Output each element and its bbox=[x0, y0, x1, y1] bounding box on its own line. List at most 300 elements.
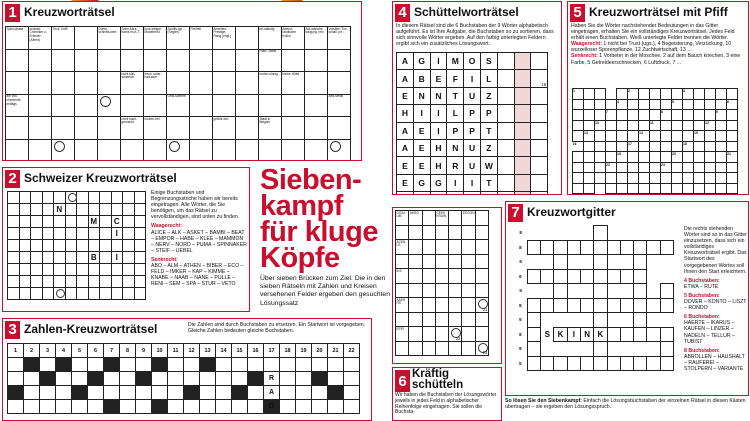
grid-cell[interactable] bbox=[634, 342, 647, 357]
grid-cell[interactable] bbox=[98, 72, 121, 95]
grid-cell[interactable] bbox=[554, 284, 567, 299]
grid-cell[interactable] bbox=[620, 240, 633, 255]
grid-cell[interactable] bbox=[527, 327, 540, 342]
grid-cell[interactable] bbox=[259, 139, 282, 161]
grid-cell[interactable] bbox=[606, 173, 617, 184]
answer-cell[interactable] bbox=[531, 105, 548, 122]
grid-cell[interactable] bbox=[312, 386, 328, 400]
grid-cell[interactable] bbox=[462, 269, 476, 284]
grid-cell[interactable] bbox=[167, 72, 190, 95]
grid-cell[interactable] bbox=[168, 358, 184, 372]
answer-cell[interactable] bbox=[497, 174, 514, 191]
grid-cell[interactable] bbox=[111, 276, 123, 288]
grid-cell[interactable]: be-ständig bbox=[259, 27, 282, 50]
grid-cell[interactable] bbox=[213, 94, 236, 117]
grid-cell[interactable] bbox=[716, 152, 727, 163]
grid-cell[interactable] bbox=[136, 400, 152, 414]
grid-cell[interactable] bbox=[75, 139, 98, 161]
grid-cell[interactable] bbox=[8, 386, 24, 400]
grid-cell[interactable]: Auf-wärtsbe-wegung, rein bbox=[305, 27, 328, 50]
grid-cell[interactable] bbox=[72, 400, 88, 414]
grid-cell[interactable]: gefähr-lich bbox=[213, 117, 236, 140]
grid-cell[interactable] bbox=[98, 117, 121, 140]
grid-cell[interactable]: Schiffs-typ (Segler) bbox=[167, 27, 190, 50]
grid-cell[interactable] bbox=[449, 211, 462, 226]
grid-cell[interactable]: 7 bbox=[606, 110, 617, 121]
grid-cell[interactable] bbox=[77, 192, 89, 204]
grid-cell[interactable] bbox=[620, 284, 633, 299]
answer-cell[interactable] bbox=[514, 157, 531, 174]
grid-cell[interactable] bbox=[305, 94, 328, 117]
grid-cell[interactable] bbox=[573, 131, 584, 142]
answer-cell[interactable] bbox=[497, 122, 514, 139]
grid-cell[interactable] bbox=[634, 284, 647, 299]
grid-cell[interactable]: Stadt in Belgien bbox=[259, 117, 282, 140]
grid-cell[interactable] bbox=[344, 400, 360, 414]
grid-cell[interactable] bbox=[694, 120, 705, 131]
grid-cell[interactable] bbox=[661, 141, 672, 152]
grid-cell[interactable] bbox=[190, 72, 213, 95]
grid-cell[interactable] bbox=[727, 89, 738, 100]
grid-cell[interactable] bbox=[52, 49, 75, 72]
grid-cell[interactable] bbox=[683, 162, 694, 173]
grid-cell[interactable] bbox=[628, 131, 639, 142]
grid-cell[interactable] bbox=[134, 252, 146, 264]
grid-cell[interactable] bbox=[527, 240, 540, 255]
grid-cell[interactable] bbox=[606, 89, 617, 100]
grid-cell[interactable] bbox=[573, 183, 584, 194]
grid-cell[interactable] bbox=[24, 372, 40, 386]
grid-cell[interactable] bbox=[580, 240, 593, 255]
grid-cell[interactable] bbox=[134, 216, 146, 228]
grid-cell[interactable] bbox=[607, 255, 620, 270]
grid-cell[interactable] bbox=[29, 72, 52, 95]
grid-cell[interactable] bbox=[282, 49, 305, 72]
grid-cell[interactable] bbox=[123, 252, 135, 264]
grid-cell[interactable] bbox=[100, 288, 112, 300]
grid-cell[interactable] bbox=[628, 152, 639, 163]
grid-cell[interactable] bbox=[8, 252, 20, 264]
grid-cell[interactable] bbox=[167, 139, 190, 161]
grid-cell[interactable] bbox=[567, 313, 580, 328]
grid-cell[interactable]: 3 bbox=[683, 89, 694, 100]
grid-cell[interactable] bbox=[694, 141, 705, 152]
answer-cell[interactable] bbox=[531, 87, 548, 104]
grid-cell[interactable] bbox=[580, 226, 593, 241]
grid-cell[interactable] bbox=[75, 72, 98, 95]
grid-cell[interactable]: Platz, Stelle bbox=[259, 49, 282, 72]
grid-cell[interactable] bbox=[396, 254, 409, 269]
grid-cell[interactable] bbox=[8, 264, 20, 276]
grid-cell[interactable] bbox=[88, 264, 100, 276]
answer-cell[interactable] bbox=[497, 53, 514, 70]
grid-cell[interactable]: I bbox=[111, 228, 123, 240]
grid-cell[interactable]: kurz-lebiger Modetrend bbox=[144, 27, 167, 50]
grid-cell[interactable] bbox=[422, 269, 435, 284]
grid-cell[interactable] bbox=[422, 254, 435, 269]
grid-cell[interactable] bbox=[617, 110, 628, 121]
grid-cell[interactable] bbox=[134, 228, 146, 240]
grid-cell[interactable] bbox=[449, 298, 462, 313]
grid-cell[interactable] bbox=[683, 120, 694, 131]
grid-cell[interactable] bbox=[184, 372, 200, 386]
grid-cell[interactable] bbox=[660, 298, 673, 313]
grid-cell[interactable] bbox=[639, 120, 650, 131]
grid-cell[interactable] bbox=[661, 152, 672, 163]
grid-cell[interactable] bbox=[19, 228, 31, 240]
grid-cell[interactable] bbox=[449, 283, 462, 298]
grid-cell[interactable] bbox=[449, 312, 462, 327]
grid-cell[interactable]: 6 bbox=[519, 273, 522, 279]
grid-cell[interactable] bbox=[31, 228, 43, 240]
grid-cell[interactable] bbox=[8, 276, 20, 288]
answer-cell[interactable] bbox=[497, 87, 514, 104]
grid-cell[interactable] bbox=[580, 298, 593, 313]
grid-cell[interactable] bbox=[31, 252, 43, 264]
grid-cell[interactable]: 21 bbox=[727, 152, 738, 163]
answer-cell[interactable] bbox=[531, 157, 548, 174]
grid-cell[interactable] bbox=[617, 141, 628, 152]
grid-cell[interactable] bbox=[660, 313, 673, 328]
grid-cell[interactable] bbox=[111, 192, 123, 204]
grid-cell[interactable] bbox=[620, 226, 633, 241]
grid-cell[interactable] bbox=[594, 240, 607, 255]
grid-cell[interactable] bbox=[396, 341, 409, 356]
grid-cell[interactable] bbox=[8, 400, 24, 414]
grid-cell[interactable] bbox=[639, 183, 650, 194]
grid-cell[interactable] bbox=[111, 204, 123, 216]
grid-cell[interactable] bbox=[123, 204, 135, 216]
grid-cell[interactable]: 23 bbox=[661, 162, 672, 173]
grid-cell[interactable] bbox=[476, 327, 489, 342]
grid-cell[interactable] bbox=[280, 386, 296, 400]
grid-cell[interactable]: CEEH KRUW bbox=[435, 211, 448, 226]
grid-cell[interactable] bbox=[650, 131, 661, 142]
grid-cell[interactable] bbox=[462, 312, 476, 327]
answer-cell[interactable] bbox=[514, 174, 531, 191]
grid-cell[interactable] bbox=[661, 131, 672, 142]
grid-cell[interactable] bbox=[200, 400, 216, 414]
grid-cell[interactable] bbox=[647, 226, 660, 241]
grid-cell[interactable] bbox=[620, 356, 633, 371]
grid-cell[interactable] bbox=[650, 141, 661, 152]
grid-cell[interactable] bbox=[727, 173, 738, 184]
grid-cell[interactable] bbox=[462, 254, 476, 269]
grid-cell[interactable] bbox=[594, 255, 607, 270]
grid-cell[interactable] bbox=[264, 358, 280, 372]
grid-cell[interactable] bbox=[232, 358, 248, 372]
grid-cell[interactable] bbox=[344, 386, 360, 400]
grid-cell[interactable] bbox=[42, 204, 54, 216]
grid-cell[interactable]: 15 bbox=[694, 131, 705, 142]
grid-cell[interactable] bbox=[647, 356, 660, 371]
grid-cell[interactable] bbox=[328, 372, 344, 386]
grid-cell[interactable]: schwed. Chemiker u. Erfinder (Alfred) bbox=[29, 27, 52, 50]
grid-cell[interactable] bbox=[661, 173, 672, 184]
grid-cell[interactable] bbox=[660, 240, 673, 255]
grid-cell[interactable] bbox=[77, 264, 89, 276]
grid-cell[interactable] bbox=[672, 162, 683, 173]
grid-cell[interactable] bbox=[104, 400, 120, 414]
grid-cell[interactable] bbox=[660, 226, 673, 241]
answer-cell[interactable] bbox=[531, 174, 548, 191]
grid-cell[interactable] bbox=[8, 358, 24, 372]
grid-cell[interactable] bbox=[727, 110, 738, 121]
grid-cell[interactable] bbox=[232, 372, 248, 386]
grid-cell[interactable] bbox=[19, 192, 31, 204]
grid-cell[interactable] bbox=[40, 372, 56, 386]
grid-cell[interactable] bbox=[554, 342, 567, 357]
grid-cell[interactable] bbox=[449, 225, 462, 240]
grid-cell[interactable] bbox=[88, 358, 104, 372]
grid-cell[interactable] bbox=[422, 211, 435, 226]
grid-cell[interactable]: AKRO bbox=[409, 211, 422, 226]
grid-cell[interactable] bbox=[282, 117, 305, 140]
grid-cell[interactable] bbox=[639, 141, 650, 152]
grid-cell[interactable] bbox=[554, 298, 567, 313]
grid-cell[interactable] bbox=[435, 283, 448, 298]
grid-cell[interactable] bbox=[248, 358, 264, 372]
grid-cell[interactable] bbox=[607, 269, 620, 284]
grid-cell[interactable] bbox=[634, 327, 647, 342]
grid-cell[interactable] bbox=[541, 342, 554, 357]
grid-cell[interactable] bbox=[607, 342, 620, 357]
grid-cell[interactable] bbox=[134, 264, 146, 276]
grid-cell[interactable] bbox=[476, 254, 489, 269]
grid-cell[interactable] bbox=[236, 72, 259, 95]
grid-cell[interactable]: C bbox=[111, 216, 123, 228]
grid-cell[interactable] bbox=[594, 356, 607, 371]
grid-cell[interactable] bbox=[42, 228, 54, 240]
grid-cell[interactable] bbox=[580, 342, 593, 357]
grid-cell[interactable] bbox=[77, 216, 89, 228]
grid-cell[interactable] bbox=[40, 358, 56, 372]
grid-cell[interactable] bbox=[280, 358, 296, 372]
grid-cell[interactable] bbox=[54, 252, 66, 264]
grid-cell[interactable] bbox=[52, 72, 75, 95]
grid-cell[interactable] bbox=[541, 255, 554, 270]
grid-cell[interactable] bbox=[476, 312, 489, 327]
grid-cell[interactable] bbox=[527, 313, 540, 328]
grid-cell[interactable] bbox=[650, 162, 661, 173]
grid-cell[interactable]: 5 bbox=[672, 99, 683, 110]
grid-cell[interactable] bbox=[527, 342, 540, 357]
grid-cell[interactable] bbox=[620, 342, 633, 357]
grid-cell[interactable] bbox=[716, 162, 727, 173]
grid-cell[interactable] bbox=[607, 240, 620, 255]
grid-cell[interactable] bbox=[184, 386, 200, 400]
grid-cell[interactable] bbox=[683, 131, 694, 142]
grid-cell[interactable] bbox=[77, 204, 89, 216]
grid-cell[interactable] bbox=[449, 327, 462, 342]
grid-cell[interactable] bbox=[134, 240, 146, 252]
grid-cell[interactable] bbox=[344, 358, 360, 372]
grid-cell[interactable] bbox=[409, 327, 422, 342]
grid-cell[interactable] bbox=[606, 120, 617, 131]
answer-cell[interactable] bbox=[531, 139, 548, 156]
grid-cell[interactable] bbox=[705, 89, 716, 100]
grid-cell[interactable] bbox=[661, 120, 672, 131]
grid-cell[interactable] bbox=[120, 372, 136, 386]
grid-cell[interactable] bbox=[190, 117, 213, 140]
grid-cell[interactable] bbox=[236, 117, 259, 140]
grid-cell[interactable] bbox=[216, 386, 232, 400]
grid-cell[interactable] bbox=[344, 372, 360, 386]
grid-cell[interactable] bbox=[100, 228, 112, 240]
grid-cell[interactable] bbox=[31, 288, 43, 300]
grid-cell[interactable] bbox=[167, 117, 190, 140]
grid-cell[interactable] bbox=[660, 269, 673, 284]
grid-cell[interactable]: 10 bbox=[595, 120, 606, 131]
grid-cell[interactable] bbox=[705, 162, 716, 173]
grid-cell[interactable]: N bbox=[54, 204, 66, 216]
grid-cell[interactable] bbox=[567, 298, 580, 313]
grid-cell[interactable] bbox=[705, 152, 716, 163]
grid-cell[interactable] bbox=[554, 313, 567, 328]
grid-cell[interactable] bbox=[422, 240, 435, 255]
grid-cell[interactable] bbox=[660, 284, 673, 299]
grid-cell[interactable] bbox=[716, 89, 727, 100]
grid-cell[interactable] bbox=[72, 358, 88, 372]
grid-cell[interactable] bbox=[567, 240, 580, 255]
grid-cell[interactable]: boden-sinnig bbox=[259, 72, 282, 95]
grid-cell[interactable] bbox=[104, 386, 120, 400]
grid-cell[interactable]: 8 bbox=[519, 346, 522, 352]
grid-cell[interactable] bbox=[213, 72, 236, 95]
grid-cell[interactable] bbox=[435, 269, 448, 284]
grid-cell[interactable] bbox=[152, 386, 168, 400]
grid-cell[interactable] bbox=[435, 298, 448, 313]
grid-cell[interactable] bbox=[42, 252, 54, 264]
grid-cell[interactable] bbox=[617, 162, 628, 173]
grid-cell[interactable]: 5 bbox=[519, 288, 522, 294]
grid-cell[interactable] bbox=[573, 173, 584, 184]
grid-cell[interactable]: 12 bbox=[705, 120, 716, 131]
grid-cell[interactable] bbox=[594, 269, 607, 284]
grid-cell[interactable] bbox=[144, 139, 167, 161]
grid-cell[interactable] bbox=[19, 216, 31, 228]
grid-cell[interactable] bbox=[661, 89, 672, 100]
grid-cell[interactable] bbox=[567, 342, 580, 357]
grid-cell[interactable] bbox=[647, 284, 660, 299]
grid-cell[interactable] bbox=[65, 240, 77, 252]
grid-cell[interactable] bbox=[409, 283, 422, 298]
answer-cell[interactable] bbox=[497, 70, 514, 87]
grid-cell[interactable] bbox=[123, 192, 135, 204]
grid-cell[interactable] bbox=[305, 139, 328, 161]
grid-cell[interactable] bbox=[31, 192, 43, 204]
grid-cell[interactable] bbox=[328, 386, 344, 400]
grid-cell[interactable] bbox=[541, 356, 554, 371]
grid-cell[interactable] bbox=[727, 141, 738, 152]
grid-cell[interactable] bbox=[541, 226, 554, 241]
grid-cell[interactable] bbox=[200, 386, 216, 400]
grid-cell[interactable] bbox=[634, 356, 647, 371]
grid-cell[interactable] bbox=[282, 139, 305, 161]
grid-cell[interactable] bbox=[462, 225, 476, 240]
grid-cell[interactable] bbox=[694, 162, 705, 173]
grid-cell[interactable] bbox=[296, 358, 312, 372]
answer-cell[interactable] bbox=[531, 192, 548, 195]
grid-cell[interactable]: 22 bbox=[606, 162, 617, 173]
grid-cell[interactable] bbox=[683, 99, 694, 110]
grid-cell[interactable] bbox=[567, 255, 580, 270]
grid-cell[interactable] bbox=[716, 141, 727, 152]
grid-cell[interactable] bbox=[100, 252, 112, 264]
grid-cell[interactable] bbox=[54, 216, 66, 228]
grid-cell[interactable] bbox=[54, 276, 66, 288]
grid-cell[interactable] bbox=[476, 341, 489, 356]
grid-cell[interactable]: Freiheit bbox=[190, 27, 213, 50]
grid-cell[interactable] bbox=[705, 110, 716, 121]
grid-cell[interactable] bbox=[639, 162, 650, 173]
grid-cell[interactable]: N bbox=[580, 327, 593, 342]
answer-cell[interactable] bbox=[497, 157, 514, 174]
grid-cell[interactable] bbox=[705, 131, 716, 142]
grid-cell[interactable] bbox=[104, 372, 120, 386]
grid-cell[interactable] bbox=[573, 152, 584, 163]
grid-cell[interactable]: Geld-summe bbox=[167, 94, 190, 117]
grid-cell[interactable] bbox=[422, 298, 435, 313]
grid-cell[interactable] bbox=[31, 204, 43, 216]
grid-cell[interactable] bbox=[595, 152, 606, 163]
grid-cell[interactable]: EEGGN bbox=[462, 211, 476, 226]
grid-cell[interactable] bbox=[628, 110, 639, 121]
grid-cell[interactable] bbox=[98, 94, 121, 117]
grid-cell[interactable] bbox=[236, 49, 259, 72]
grid-cell[interactable] bbox=[716, 173, 727, 184]
grid-cell[interactable] bbox=[580, 284, 593, 299]
grid-cell[interactable] bbox=[42, 216, 54, 228]
grid-cell[interactable] bbox=[694, 89, 705, 100]
grid-cell[interactable]: M bbox=[88, 216, 100, 228]
grid-cell[interactable]: 14 bbox=[639, 131, 650, 142]
grid-cell[interactable] bbox=[554, 240, 567, 255]
grid-cell[interactable] bbox=[328, 358, 344, 372]
grid-cell[interactable] bbox=[328, 72, 351, 95]
grid-cell[interactable] bbox=[527, 284, 540, 299]
grid-cell[interactable] bbox=[396, 283, 409, 298]
grid-cell[interactable]: rücken-frei bbox=[144, 117, 167, 140]
grid-cell[interactable] bbox=[56, 358, 72, 372]
grid-cell[interactable] bbox=[672, 89, 683, 100]
grid-cell[interactable]: 20 bbox=[672, 152, 683, 163]
grid-cell[interactable] bbox=[527, 255, 540, 270]
grid-cell[interactable] bbox=[65, 228, 77, 240]
grid-cell[interactable]: K bbox=[554, 327, 567, 342]
grid-cell[interactable] bbox=[72, 372, 88, 386]
grid-cell[interactable] bbox=[54, 228, 66, 240]
grid-cell[interactable] bbox=[282, 94, 305, 117]
grid-cell[interactable]: Ansehen, Prestige, Rang (engl.) bbox=[213, 27, 236, 50]
grid-cell[interactable] bbox=[88, 288, 100, 300]
grid-cell[interactable] bbox=[716, 131, 727, 142]
grid-cell[interactable] bbox=[595, 110, 606, 121]
grid-cell[interactable]: D bbox=[264, 400, 280, 414]
grid-cell[interactable] bbox=[527, 298, 540, 313]
grid-cell[interactable] bbox=[40, 386, 56, 400]
grid-cell[interactable] bbox=[705, 173, 716, 184]
grid-cell[interactable] bbox=[422, 312, 435, 327]
grid-cell[interactable]: 8 bbox=[519, 302, 522, 308]
grid-cell[interactable] bbox=[88, 400, 104, 414]
grid-cell[interactable] bbox=[573, 99, 584, 110]
grid-cell[interactable] bbox=[727, 131, 738, 142]
answer-cell[interactable] bbox=[497, 139, 514, 156]
grid-cell[interactable] bbox=[232, 386, 248, 400]
grid-cell[interactable] bbox=[396, 225, 409, 240]
grid-cell[interactable] bbox=[236, 139, 259, 161]
